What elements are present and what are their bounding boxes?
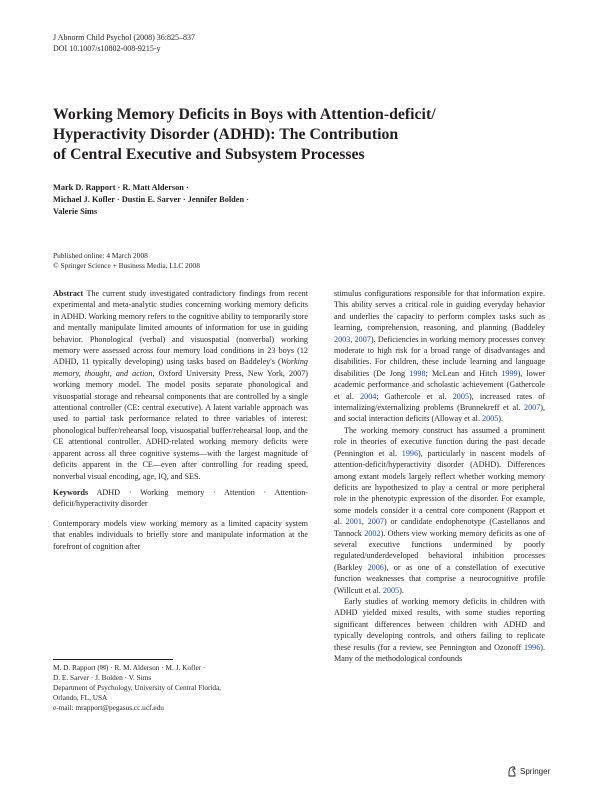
text: ; Gathercole et al. (376, 391, 453, 401)
author-line-3: Valerie Sims (53, 206, 98, 216)
text: , (350, 334, 355, 344)
title-line-3: of Central Executive and Subsystem Processes (53, 146, 365, 163)
text: ) or candidate endophenotype (Castellanos and Tannock (334, 517, 545, 538)
abstract (53, 288, 308, 482)
citation-link[interactable]: 2002 (364, 528, 381, 538)
publisher-name: Springer (520, 767, 551, 776)
text: ). Deficiencies in working memory processes convey moderate to high risk for a broad range of disadvantages and disabilities. For children, these include learning and language disabilities (De Jong (334, 334, 545, 378)
springer-horse-icon (507, 766, 517, 777)
paragraph-2 (334, 425, 545, 596)
left-column (53, 288, 308, 552)
abstract-label: Abstract (53, 289, 84, 298)
text: ). Many of the methodological confounds (334, 642, 545, 663)
affiliation-footnote (53, 663, 308, 713)
text: ). (498, 414, 504, 424)
text: ), or as one of a constellation of executive function weaknesses that comprise a neurocognitive profile (Willcutt et al. (334, 562, 545, 595)
keywords (53, 487, 308, 510)
title-line-1: Working Memory Deficits in Boys with Attention-deficit/ (53, 106, 436, 123)
abstract-text-2: , Oxford University Press, New York, 2007) working memory model. The model posits separate phonological and visuospatial storage and rehearsal components that are controlled by a single attentional controller (CE: central executive). A latent variable approach was used to partial task performance related to three variables of interest: phonological buffer/rehearsal loop, visuospatial buffer/rehearsal loop, and the CE attentional controller. ADHD-related working memory deficits were apparent across all three cognitive systems—with the largest magnitude of deficits apparent in the CE—even after controlling for reading speed, nonverbal visual encoding, age, IQ, and SES. (53, 368, 308, 481)
text: stimulus configurations responsible for that information expire. This ability serves a critical role in guiding everyday behavior and underlies the capacity to perform complex tasks such as learning, comprehension, reasoning, and planning (Baddeley (334, 289, 545, 333)
citation-link[interactable]: 1996 (401, 448, 419, 458)
citation-link[interactable]: 2003 (334, 334, 351, 344)
right-column (334, 288, 545, 664)
text: ; McLean and Hitch (425, 368, 502, 378)
text: ), increased rates of internalizing/externalizing problems (Brunnekreff et al. (334, 391, 545, 413)
citation-link[interactable]: 2005 (482, 414, 499, 424)
affiliation-line-1: M. D. Rapport (✉) · R. M. Alderson · M. J. Kofler · (53, 663, 206, 672)
intro-paragraph: Contemporary models view working memory as a limited capacity system that enables individuals to briefly store and manipulate information at the forefront of cognition after (53, 518, 308, 551)
author-line-2: Michael J. Kofler · Dustin E. Sarver · Jennifer Bolden · (53, 194, 249, 204)
citation-link[interactable]: 2006 (367, 562, 384, 572)
keywords-label: Keywords (53, 487, 89, 497)
published-date: Published online: 4 March 2008 (53, 251, 148, 260)
author-line-1: Mark D. Rapport · R. Matt Alderson · (53, 183, 189, 192)
book-title: Working memory, thought, and action (53, 357, 308, 378)
text: The working memory construct has assumed a prominent role in theories of executive function during the past decade (Pennington et al. (334, 425, 545, 458)
affiliation-line-2: D. E. Sarver · J. Bolden · V. Sims (53, 673, 152, 682)
text: , (361, 517, 368, 527)
citation-link[interactable]: 2007 (524, 403, 541, 413)
author-list (53, 182, 313, 217)
text: Early studies of working memory deficits in children with ADHD yielded mixed results, with some studies reporting significant differences between children with ADHD and typically developing controls, and others failing to replicate these results (for a review, see Pennington and Ozonoff (334, 596, 545, 652)
citation-link[interactable]: 1998 (409, 368, 426, 378)
copyright: © Springer Science + Business Media, LLC 2008 (53, 261, 200, 270)
citation-link[interactable]: 1999 (501, 368, 518, 378)
paragraph-3 (334, 596, 545, 664)
citation-link[interactable]: 2007 (367, 517, 384, 527)
publisher-logo (507, 766, 550, 777)
affiliation-line-4: Orlando, FL, USA (53, 693, 108, 702)
text: ), lower academic performance and scholastic achievement (Gathercole et al. (334, 368, 545, 401)
citation-link[interactable]: 2005 (382, 585, 400, 595)
text: ). (399, 585, 404, 595)
publication-info (53, 251, 200, 271)
citation-link[interactable]: 2007 (354, 334, 371, 344)
doi[interactable]: DOI 10.1007/s10802-008-9215-y (53, 43, 161, 53)
citation-link[interactable]: 2001 (345, 517, 362, 527)
footnote-divider (53, 659, 173, 660)
affiliation-line-3: Department of Psychology, University of Central Florida, (53, 683, 222, 692)
paragraph-1 (334, 288, 545, 425)
title-line-2: Hyperactivity Disorder (ADHD): The Contribution (53, 126, 399, 143)
citation-link[interactable]: 1996 (524, 642, 541, 652)
text: ), and social interaction deficits (Alloway et al. (334, 403, 545, 424)
text: ), particularly in nascent models of attention-deficit/hyperactivity disorder (ADHD). Differences among extant models largely reflect whether working memory deficits are hypothesized to play a central or more peripheral role in the phenotypic expression of the disorder. For example, some models consider it a central core component (Rapport et al. (334, 448, 546, 527)
journal-header (53, 33, 195, 54)
article-title (53, 105, 553, 165)
text: ). Others view working memory deficits as one of several executive functions undermined by poorly regulated/underdeveloped behavioral inhibition processes (Barkley (334, 528, 545, 572)
email-link[interactable]: e-mail: mrapport@pegasus.cc.ucf.edu (53, 703, 164, 712)
abstract-text-1: The current study investigated contradictory findings from recent experimental and meta-analytic studies concerning working memory deficits in ADHD. Working memory refers to the cognitive ability to temporarily store and mentally manipulate limited amounts of information for use in guiding behavior. Phonological (verbal) and visuospatial (nonverbal) working memory were assessed across four memory load conditions in 23 boys (12 ADHD, 11 typically developing) using tasks based on Baddeley's ( (53, 289, 308, 367)
citation-link[interactable]: 2004 (360, 391, 377, 401)
journal-citation: J Abnorm Child Psychol (2008) 36:825–837 (53, 33, 196, 42)
keywords-text: ADHD · Working memory · Attention · Attention-deficit/hyperactivity disorder (53, 487, 308, 509)
citation-link[interactable]: 2005 (452, 391, 469, 401)
